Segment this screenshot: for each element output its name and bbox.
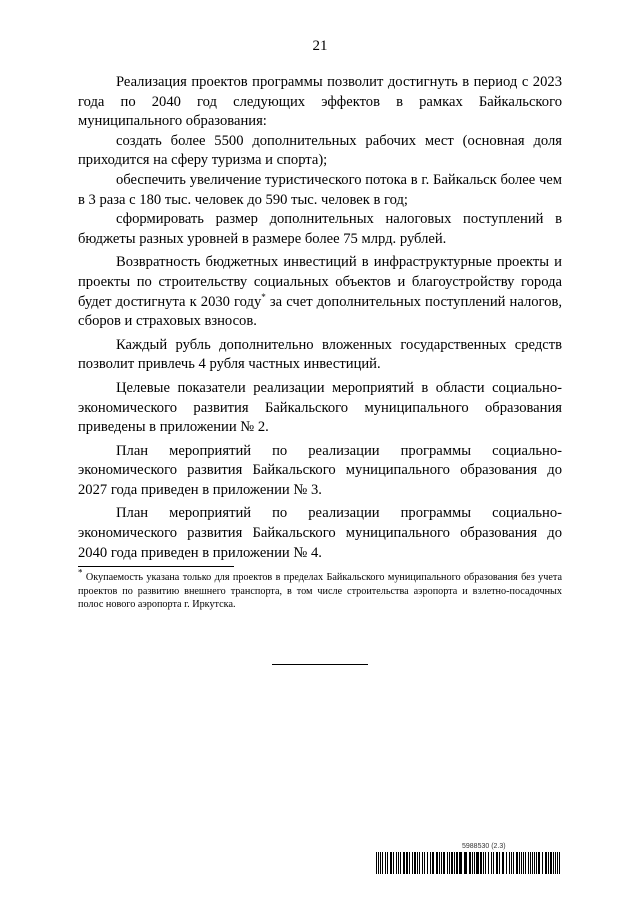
barcode-bar [519, 852, 520, 874]
barcode-bar [559, 852, 560, 874]
paragraph-jobs: создать более 5500 дополнительных рабочих мест (основная доля приходится на сферу туризма и спорта); [78, 132, 562, 169]
barcode-bar [398, 852, 399, 874]
barcode-bar [430, 852, 431, 874]
barcode-bar [390, 852, 392, 874]
barcode-bar [387, 852, 388, 874]
barcode-bar [424, 852, 425, 874]
barcode-bar [545, 852, 547, 874]
barcode-bar [378, 852, 379, 874]
barcode-bar [441, 852, 442, 874]
footnote-mark: * [78, 567, 83, 578]
barcode-bar [449, 852, 450, 874]
document-body [78, 73, 562, 563]
barcode-bar [393, 852, 394, 874]
paragraph-effects-intro: Реализация проектов программы позволит достигнуть в период с 2023 года по 2040 год следующих эффектов в рамках Байкальского муниципального образования: [78, 74, 562, 130]
barcode-bar [555, 852, 556, 874]
page-number: 21 [312, 38, 328, 54]
barcode-bar [419, 852, 420, 874]
barcode-bar [443, 852, 445, 874]
barcode-bar [403, 852, 405, 874]
barcode-bar [396, 852, 397, 874]
barcode-bar [550, 852, 552, 874]
barcode-bar [513, 852, 514, 874]
barcode-bar [493, 852, 494, 874]
paragraph-appendix-3: План мероприятий по реализации программы социально-экономического развития Байкальского муниципального образования до 2027 года приведен в приложении № 3. [78, 442, 562, 498]
barcode-bar [469, 852, 471, 874]
barcode-bar [499, 852, 500, 874]
barcode-bar [511, 852, 512, 874]
barcode-bar [400, 852, 401, 874]
barcode-bar [530, 852, 531, 874]
paragraph-appendix-4: План мероприятий по реализации программы социально-экономического развития Байкальского муниципального образования до 2040 года приведен в приложении № 4. [78, 505, 562, 561]
paragraph-payback [78, 253, 562, 331]
barcode-bar [476, 852, 479, 874]
barcode-bar [447, 852, 448, 874]
footnote [78, 567, 562, 612]
barcode-bar [528, 852, 529, 874]
barcode-bar [376, 852, 377, 874]
barcode-bar [385, 852, 386, 874]
barcode-bar [380, 852, 381, 874]
barcode-bar [516, 852, 518, 874]
barcode-bar [483, 852, 484, 874]
barcode-bar [422, 852, 423, 874]
barcode-bar [480, 852, 482, 874]
barcode-bar [454, 852, 455, 874]
barcode-bar [439, 852, 440, 874]
barcode-bar [436, 852, 438, 874]
footnote-separator [78, 566, 234, 567]
barcode-bar [509, 852, 510, 874]
paragraph-private-investment: Каждый рубль дополнительно вложенных государственных средств позволит привлечь 4 рубля частных инвестиций. [78, 336, 562, 373]
paragraph-tourism: обеспечить увеличение туристического потока в г. Байкальск более чем в 3 раза с 180 тыс. человек до 590 тыс. человек в год; [78, 171, 562, 208]
barcode-bar [491, 852, 492, 874]
barcode-bar [427, 852, 428, 874]
barcode-bar [542, 852, 543, 874]
barcode-bar [464, 852, 467, 874]
barcode-bar [485, 852, 486, 874]
barcode-bar [534, 852, 535, 874]
barcode-bar [536, 852, 537, 874]
paragraph-taxes: сформировать размер дополнительных налоговых поступлений в бюджеты разных уровней в размере более 75 млрд. рублей. [78, 211, 562, 247]
barcode-bar [414, 852, 416, 874]
barcode-bar [532, 852, 533, 874]
footnote-text: Окупаемость указана только для проектов в пределах Байкальского муниципального образования без учета проектов по развитию внешнего транспорта, в том числе строительства аэропорта и взлетно-посадочных полос нового аэропорта г. Иркутска. [78, 572, 562, 611]
paragraph-payback-continuation: за счет дополнительных поступлений налогов, сборов и страховых взносов. [78, 293, 562, 330]
barcode-bar [538, 852, 540, 874]
barcode-bar [382, 852, 383, 874]
barcode-bar [412, 852, 413, 874]
barcode-bar [451, 852, 453, 874]
barcode [376, 852, 560, 874]
footnote-reference: * [261, 291, 266, 302]
barcode-bar [506, 852, 507, 874]
barcode-bar [521, 852, 522, 874]
barcode-bar [417, 852, 418, 874]
barcode-bar [548, 852, 549, 874]
barcode-bar [488, 852, 489, 874]
barcode-bar [406, 852, 408, 874]
barcode-bar [459, 852, 462, 874]
barcode-label: 5988530 (2.3) [462, 843, 506, 850]
barcode-bar [523, 852, 524, 874]
barcode-bar [409, 852, 410, 874]
barcode-bar [432, 852, 434, 874]
barcode-bar [496, 852, 498, 874]
barcode-bar [557, 852, 558, 874]
end-of-page-rule [272, 664, 368, 665]
barcode-bar [525, 852, 526, 874]
barcode-bar [456, 852, 458, 874]
barcode-bar [474, 852, 475, 874]
paragraph-appendix-2: Целевые показатели реализации мероприятий в области социально-экономического развития Байкальского муниципального образования приведены в приложении № 2. [78, 379, 562, 436]
barcode-bar [553, 852, 554, 874]
barcode-bar [472, 852, 473, 874]
paragraph-payback-text: Возвратность бюджетных инвестиций в инфраструктурные проекты и проекты по строительству социальных объектов и благоустройству города будет достигнута к 2030 году [78, 254, 562, 310]
barcode-bar [502, 852, 504, 874]
